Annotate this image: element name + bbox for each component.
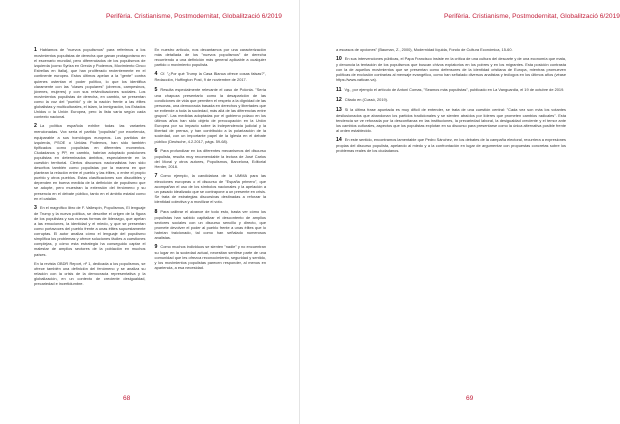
note-paragraph <box>336 87 566 93</box>
note-paragraph <box>336 107 566 133</box>
note-text: Resulta especialmente relevante el caso de Polonia. "Sería una chapuza presentarlo como la desaparición de las condiciones de vida que permiten el respeto a la dignidad de las personas, una democracia basada en derechos y libertades que se extiende a toda la sociedad, más allá de las diferencias entre grupos". Las medidas adoptadas por el gobierno polaco en los últimos años han sido objeto de preocupación en la Unión Europea por su impacto sobre la independencia judicial y la libertad de prensa, y han contribuido a la polarización de la sociedad, con un importante papel de la Iglesia en el debate público (Deutsche, 4.2.2017, págs. 59-68). <box>154 86 266 144</box>
note-number: 10 <box>336 56 342 63</box>
note-paragraph <box>155 87 267 144</box>
note-paragraph <box>336 47 566 52</box>
note-paragraph <box>155 71 267 82</box>
note-text: En el magnífico libro de F. Vallespín, Populismos, El lenguaje de Trump y la nueva política, se describe el origen de la figura de los populistas y sus nuevas formas de liderazgo, que apelan a las emociones, la identidad y el miedo, y que se presentan como portavoces del pueblo frente a unas élites supuestamente corruptas. El autor analiza cómo el lenguaje del populismo simplifica los problemas y ofrece soluciones fáciles a cuestiones complejas, y cómo esta estrategia ha conseguido captar el malestar de amplios sectores de la población en muchos países. <box>34 204 146 257</box>
note-text: En sus intervenciones públicas, el Papa Francisco insiste en la crítica de una cultura del descarte y de una economía que mata, y denuncia la tentación de los populismos que buscan chivos expiatorios en los pobres y en los migrantes. Esta posición contrasta con la de aquellos movimientos que se presentan como defensores de la identidad cristiana de Europa, mientras promueven políticas de exclusión contrarias al mensaje evangélico, como han señalado diversos analistas y teólogos en los últimos años (véase https://www.vatican.va). <box>336 56 566 83</box>
note-number: 5 <box>154 86 158 93</box>
note-text: Citado en (Cussó, 2019). <box>344 96 389 102</box>
column-single <box>336 47 566 158</box>
note-text: En este sentido, encontramos lamentable que Pedro Sánchez, en los debates de la campaña electoral, recurriera a expresiones propias del discurso populista, apelando al miedo y a la confrontación en lugar de argumentar con propuestas concretas sobre los problemas reales de los ciudadanos. <box>336 137 566 154</box>
page-number: 69 <box>466 395 474 402</box>
note-paragraph <box>34 123 146 200</box>
note-number: 3 <box>34 204 37 211</box>
note-text: Para profundizar en los diferentes mecanismos del discurso populista, resulta muy recomendable la lectura de José Carlos del Moral y otros autores, Populismos, Barcelona, Editorial Herder, 2016. <box>154 147 266 169</box>
note-paragraph <box>155 173 267 205</box>
note-number: 13 <box>336 106 342 113</box>
note-text: Para calibrar el alcance de todo esto, basta ver cómo los populistas han sabido capitalizar el descontento de amplios sectores sociales con un discurso sencillo y directo, que promete devolver el poder al pueblo frente a unas élites que lo habrían traicionado, tal como han señalado numerosos analistas. <box>154 208 266 240</box>
note-number: 2 <box>34 123 37 130</box>
column-left <box>34 47 146 290</box>
note-number: 8 <box>154 208 158 215</box>
note-number: 11 <box>336 86 342 93</box>
note-text: Vg., por ejemplo el artículo de Antoni Comas, "Seamos más populistas", publicado en La Vanguardia, el 19 de octubre de 2019. <box>344 86 565 92</box>
note-text: En la revista OBDR Report, nº 1, dedicada a los populismos, se ofrece también una definición del fenómeno y se analiza su relación con la crisis de la democracia representativa y la globalización, en un contexto de creciente desigualdad, precariedad e incertidumbre. <box>34 260 146 287</box>
running-head: Perifèria. Cristianisme, Postmodernitat, Globalització 6/2019 <box>444 13 620 20</box>
note-paragraph <box>34 47 146 119</box>
note-paragraph <box>336 56 566 82</box>
note-text: Si la última frase apuntada es muy difícil de entender, se trata de una cuestión central: "Cada vez son más los votantes desilusionados que abandonan los partidos tradicionales y se sienten atraídos por líderes que prometen cambios radicales". Esta tendencia se ve reforzada por la desconfianza en las instituciones, la precariedad laboral, la desigualdad creciente y el temor ante los cambios culturales, aspectos que los populistas explotan en su discurso para presentarse como la única alternativa posible frente al orden establecido. <box>336 106 566 134</box>
note-paragraph <box>336 137 566 153</box>
note-paragraph <box>155 47 267 67</box>
note-paragraph <box>336 97 566 103</box>
note-text: Como muchos individuos se sienten "nadie" y no encuentran su lugar en la sociedad actual, necesitan sentirse parte de una comunidad que les ofrezca reconocimiento, seguridad y sentido, y los movimientos populistas parecen responder, al menos en apariencia, a esa necesidad. <box>154 244 266 271</box>
text-columns <box>336 47 566 158</box>
right-page <box>300 0 620 424</box>
note-text: La política española exhibe todas las variantes mencionadas. Vox sería el partido "populista" por excelencia, equiparable a sus homólogos europeos. Los partidos de izquierda, PSOE o Unidas Podemos, han sido también tipificados como populistas en diferentes momentos. Ciudadanos y PP, en cambio, habrían adoptado posiciones populistas en determinados ámbitos, especialmente en la cuestión territorial. Ciertos discursos nacionalistas han sido descritos también como populistas por la manera en que plantean la relación entre el pueblo y las élites, o entre el propio pueblo y otros pueblos. Estas clasificaciones son discutibles y dependen en buena medida de la definición de populismo que se adopte, pero muestran la extensión del fenómeno y su presencia en el debate público, tanto en el ámbito estatal como en el catalán. <box>34 123 146 201</box>
note-number: 4 <box>154 71 158 78</box>
text-columns <box>34 47 266 290</box>
note-text: Como ejemplo, la candidatura de la UMMA para las elecciones europeas o el discurso de "España primero", que acompañan el uso de los símbolos nacionales y la apelación a un pasado idealizado que se contrapone a un presente en crisis. Se trata de estrategias discursivas destinadas a reforzar la identidad colectiva y a movilizar el voto. <box>154 172 266 205</box>
note-text: En nuestro artículo, nos decantamos por una caracterización más detallada de los "nuevos populismos" de derecha recurriendo a una definición más general aplicable a cualquier partido o movimiento populista. <box>154 47 266 68</box>
note-paragraph <box>155 244 267 270</box>
note-text: a escasos de opciones" (Bauman, Z., 2000), Modernidad líquida, Fondo de Cultura Económica, 15-60. <box>336 47 513 52</box>
note-number: 1 <box>34 47 37 53</box>
note-paragraph <box>155 209 267 241</box>
note-number: 9 <box>154 244 158 251</box>
note-paragraph <box>34 205 146 257</box>
note-paragraph <box>155 148 267 169</box>
note-text: Cf. "¿Por qué Trump la Casa Blanca ofrece cosas falsas?", Redacción, Huffington Post, 9 de noviembre de 2017. <box>154 71 266 83</box>
running-head: Perifèria. Cristianisme, Postmodernitat, Globalització 6/2019 <box>106 13 282 20</box>
column-right <box>155 47 267 290</box>
note-number: 7 <box>154 172 158 179</box>
note-paragraph <box>34 261 146 286</box>
note-number: 14 <box>336 137 342 144</box>
note-text: Hablamos de "nuevos populismos" para referirnos a los movimientos populistas de derecha que ganan protagonismo en el escenario mundial, pero diferenciados de los populismos de izquierda (como Syriza en Grecia y Podemos, Movimiento Cinco Estrellas en Italia), que han proliferado recientemente en el continente europeo. Estos últimos apelan a la "gente" contra quienes ostentan el poder político, lo que los identifica claramente con las "clases populares" (obreros, campesinos, jóvenes, mujeres) y con sus reivindicaciones sociales. Los movimientos populistas de derecha, en cambio, se presentan como la voz del "pueblo" y de la nación frente a las élites globalistas y multiculturales, el islam, la inmigración, los Estados Unidos o la Unión Europea, pero la lista varía según cada contexto nacional. <box>34 47 146 120</box>
note-number: 6 <box>154 147 158 154</box>
page-number: 68 <box>123 395 131 402</box>
note-number: 12 <box>336 96 342 103</box>
left-page <box>0 0 300 424</box>
